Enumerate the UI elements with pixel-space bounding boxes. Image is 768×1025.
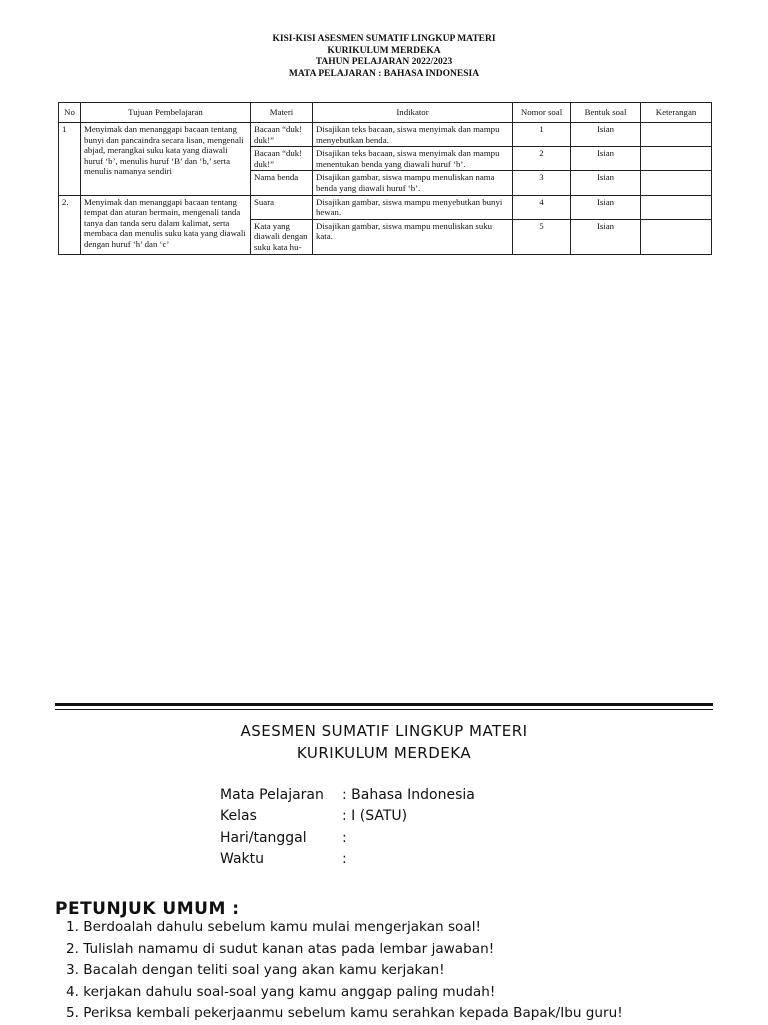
info-value: : [342,829,347,846]
info-label: Mata Pelajaran [220,786,324,803]
table-row [59,123,712,147]
info-row-hari-tanggal [220,827,475,849]
cell-keterangan [641,123,712,147]
cell-nomor: 4 [513,195,571,219]
asesmen-title-line1: ASESMEN SUMATIF LINGKUP MATERI [240,722,528,740]
info-label: Hari/tanggal [220,829,307,846]
info-row-mata-pelajaran [220,784,475,806]
cell-materi: Suara [251,195,313,219]
cell-no: 2. [59,195,81,254]
list-item: 1. Berdoalah dahulu sebelum kamu mulai mengerjakan soal! [66,919,481,935]
table-row [59,195,712,219]
document-header [0,34,768,80]
cell-indikator: Disajikan teks bacaan, siswa menyimak dan mampu menentukan benda yang diawali huruf ‘b’. [313,147,513,171]
cell-bentuk: Isian [571,147,641,171]
divider-thin [55,709,713,710]
cell-indikator: Disajikan gambar, siswa mampu menuliskan suku kata. [313,219,513,254]
info-row-waktu [220,849,475,871]
cell-bentuk: Isian [571,171,641,195]
cell-bentuk: Isian [571,219,641,254]
cell-materi: Bacaan “duk! duk!” [251,147,313,171]
cell-nomor: 3 [513,171,571,195]
cell-nomor: 1 [513,123,571,147]
header-materi: Materi [251,103,313,123]
asesmen-title-line2: KURIKULUM MERDEKA [296,744,472,762]
header-no: No [59,103,81,123]
info-row-kelas [220,806,475,828]
header-subject: MATA PELAJARAN : BAHASA INDONESIA [288,68,480,79]
kisi-kisi-table [58,102,712,255]
cell-materi: Bacaan “duk! duk!” [251,123,313,147]
cell-bentuk: Isian [571,123,641,147]
cell-indikator: Disajikan teks bacaan, siswa menyimak dan mampu menyebutkan benda. [313,123,513,147]
cell-no: 1 [59,123,81,196]
info-value: : I (SATU) [342,808,408,825]
header-year: TAHUN PELAJARAN 2022/2023 [315,57,453,67]
divider-thick [55,703,713,706]
info-value: : Bahasa Indonesia [342,786,475,803]
table-header-row [59,103,712,123]
cell-tujuan: Menyimak dan menanggapi bacaan tentang tempat dan aturan bermain, mengenali tanda tanya dan tanda seru dalam kalimat, serta membaca dan menulis suku kata yang diawali dengan huruf ‘h’ dan ‘c’ [81,195,251,254]
list-item: 2. Tulislah namamu di sudut kanan atas pada lembar jawaban! [66,940,495,957]
info-label: Waktu [220,851,264,868]
list-item: 4. kerjakan dahulu soal-soal yang kamu anggap paling mudah! [66,983,496,1000]
header-tujuan: Tujuan Pembelajaran [81,103,251,123]
header-title: KISI-KISI ASESMEN SUMATIF LINGKUP MATERI [272,34,496,44]
header-curriculum: KURIKULUM MERDEKA [327,45,441,56]
list-item: 3. Bacalah dengan teliti soal yang akan kamu kerjakan! [66,962,445,978]
cell-keterangan [641,147,712,171]
identity-block [220,784,475,870]
cell-keterangan [641,171,712,195]
info-value: : [342,851,347,868]
cell-materi: Kata yang diawali dengan suku kata hu- [251,219,313,254]
cell-indikator: Disajikan gambar, siswa mampu menuliskan nama benda yang diawali huruf ‘b’. [313,171,513,195]
header-nomor-soal: Nomor soal [513,103,571,123]
cell-nomor: 5 [513,219,571,254]
cell-indikator: Disajikan gambar, siswa mampu menyebutkan bunyi hewan. [313,195,513,219]
petunjuk-list [66,917,623,1025]
header-keterangan: Keterangan [641,103,712,123]
header-bentuk-soal: Bentuk soal [571,103,641,123]
petunjuk-title: PETUNJUK UMUM : [55,899,240,919]
asesmen-title [0,720,768,764]
cell-keterangan [641,195,712,219]
info-label: Kelas [220,808,257,825]
cell-nomor: 2 [513,147,571,171]
cell-keterangan [641,219,712,254]
list-item: 5. Periksa kembali pekerjaanmu sebelum kamu serahkan kepada Bapak/Ibu guru! [66,1005,623,1021]
cell-tujuan: Menyimak dan menanggapi bacaan tentang bunyi dan pancaindra secara lisan, mengenali abjad, merangkai suku kata yang diawali huruf ‘b’, menulis huruf ‘B’ dan ‘b,’ serta menulis namanya sendiri [81,123,251,196]
header-indikator: Indikator [313,103,513,123]
cell-materi: Nama benda [251,171,313,195]
cell-bentuk: Isian [571,195,641,219]
